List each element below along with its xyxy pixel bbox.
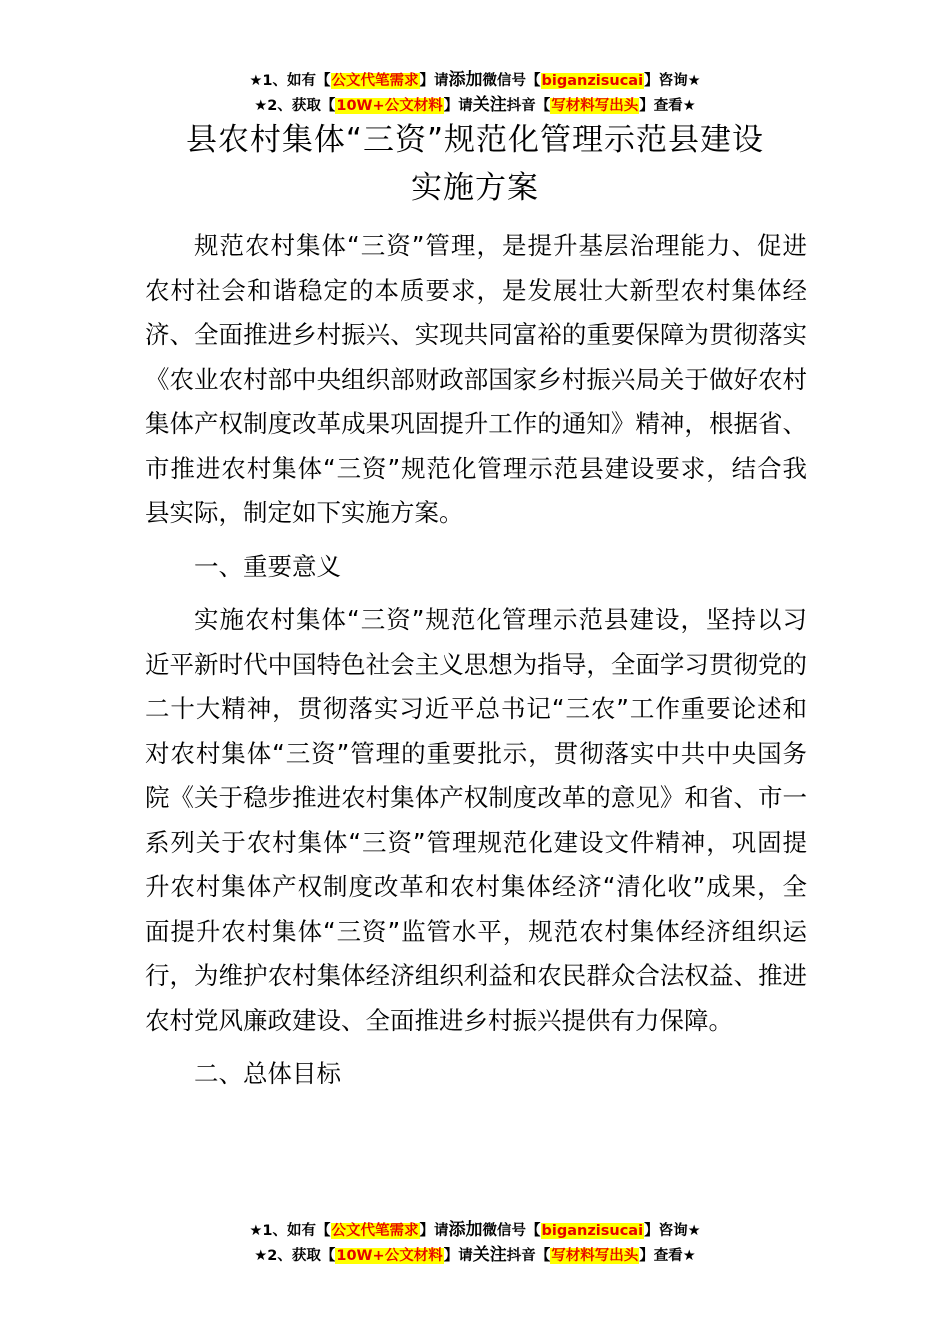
document-title [100, 116, 850, 212]
banner-line-2: ★2、获取【10W+公文材料】请关注抖音【写材料写出头】查看★ [254, 1245, 696, 1265]
banner-line-1: ★1、如有【公文代笔需求】请添加微信号【biganzisucai】咨询★ [249, 70, 701, 90]
section-1-heading: 一、重要意义 [194, 551, 341, 581]
banner-highlight: 公文代笔需求 [331, 73, 419, 89]
top-banner [0, 68, 950, 118]
banner-highlight: 公文代笔需求 [331, 1223, 419, 1239]
title-line-1: 县农村集体“三资”规范化管理示范县建设 [185, 122, 765, 158]
banner-line-1: ★1、如有【公文代笔需求】请添加微信号【biganzisucai】咨询★ [249, 1220, 701, 1240]
section-2-heading: 二、总体目标 [194, 1059, 341, 1088]
title-line-2: 实施方案 [411, 170, 539, 206]
banner-highlight: 10W+公文材料 [336, 98, 443, 114]
bottom-banner [0, 1218, 950, 1268]
section-1-paragraph: 实施农村集体“三资”规范化管理示范县建设，坚持以习近平新时代中国特色社会主义思想为指导，全面学习贯彻党的二十大精神，贯彻落实习近平总书记“三农”工作重要论述和对农村集体“三资”管理的重要批示，贯彻落实中共中央国务院《关于稳步推进农村集体产权制度改革的意见》和省、市一系列关于农村集体“三资”管理规范化建设文件精神，巩固提升农村集体产权制度改革和农村集体经济“清化收”成果，全面提升农村集体“三资”监管水平，规范农村集体经济组织运行，为维护农村集体经济组织利益和农民群众合法权益、推进农村党风廉政建设、全面推进乡村振兴提供有力保障。 [145, 605, 807, 1035]
banner-highlight: 写材料写出头 [551, 1248, 639, 1264]
banner-highlight: 10W+公文材料 [336, 1248, 443, 1264]
banner-highlight: 写材料写出头 [551, 98, 639, 114]
intro-paragraph: 规范农村集体“三资”管理，是提升基层治理能力、促进农村社会和谐稳定的本质要求，是发展壮大新型农村集体经济、全面推进乡村振兴、实现共同富裕的重要保障为贯彻落实《农业农村部中央组织部财政部国家乡村振兴局关于做好农村集体产权制度改革成果巩固提升工作的通知》精神，根据省、市推进农村集体“三资”规范化管理示范县建设要求，结合我县实际，制定如下实施方案。 [145, 231, 807, 527]
banner-highlight: biganzisucai [541, 1223, 644, 1239]
banner-highlight: biganzisucai [541, 73, 644, 89]
document-body [145, 224, 807, 1097]
banner-line-2: ★2、获取【10W+公文材料】请关注抖音【写材料写出头】查看★ [254, 95, 696, 115]
